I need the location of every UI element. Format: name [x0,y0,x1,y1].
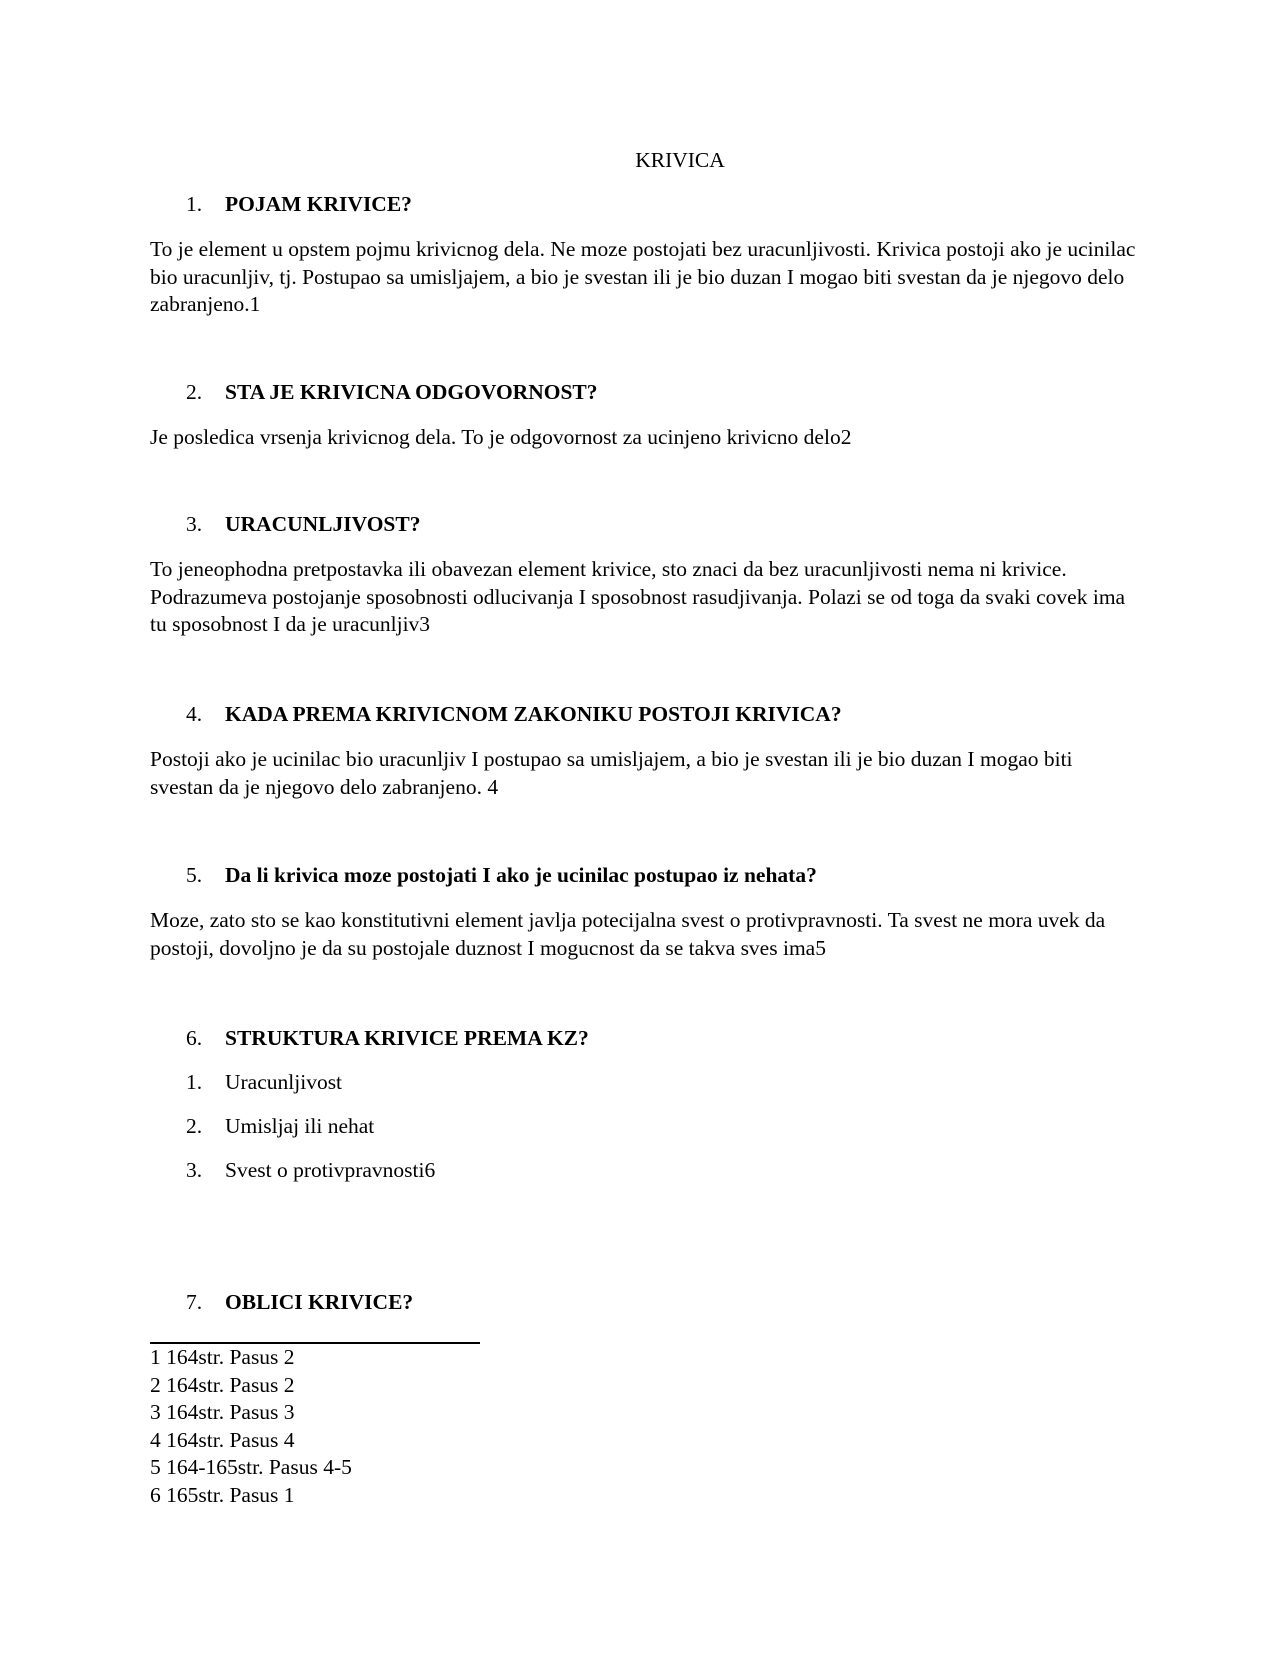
list-item [186,1070,342,1095]
footnote: 5 164-165str. Pasus 4-5 [150,1455,352,1480]
question-heading-5 [186,863,817,888]
page-title [0,148,1280,173]
answer-3: To jeneophodna pretpostavka ili obavezan element krivice, sto znaci da bez uracunljivosti nema ni krivice. Podrazumeva postojanje sposobnosti odlucivanja I sposobnost rasudjivanja. Polazi se od toga da svaki covek ima tu sposobnost I da je uracunljiv3 [150,557,1126,636]
footnote: 6 165str. Pasus 1 [150,1482,295,1507]
question-number: 3. [186,512,203,536]
question-title: URACUNLJIVOST? [225,512,421,536]
question-heading-3 [186,512,420,537]
question-number: 1. [186,192,203,216]
footnote: 3 164str. Pasus 3 [150,1400,295,1425]
list-item-text: Umisljaj ili nehat [225,1114,375,1138]
list-item [186,1158,435,1183]
list-item-number: 2. [186,1114,203,1138]
question-title: Da li krivica moze postojati I ako je ucinilac postupao iz nehata? [225,863,817,887]
question-number: 5. [186,863,203,887]
list-item-text: Svest o protivpravnosti6 [225,1158,436,1182]
footnote: 4 164str. Pasus 4 [150,1427,295,1452]
question-heading-1 [186,192,412,217]
footnotes [150,1344,352,1510]
question-number: 7. [186,1290,203,1314]
list-item-number: 3. [186,1158,203,1182]
question-title: POJAM KRIVICE? [225,192,412,216]
question-heading-7 [186,1290,413,1315]
answer-4: Postoji ako je ucinilac bio uracunljiv I postupao sa umisljajem, a bio je svestan ili je bio duzan I mogao biti svestan da je njegovo delo zabranjeno. 4 [150,747,1073,799]
list-item-number: 1. [186,1070,203,1094]
answer-5: Moze, zato sto se kao konstitutivni element javlja potecijalna svest o protivpravnosti. Ta svest ne mora uvek da postoji, dovoljno je da su postojale duznost I mogucnost da se takva sves ima5 [150,908,1106,960]
page-title-text: KRIVICA [635,148,725,172]
question-title: STA JE KRIVICNA ODGOVORNOST? [225,380,598,404]
question-title: KADA PREMA KRIVICNOM ZAKONIKU POSTOJI KRIVICA? [225,702,842,726]
question-heading-6 [186,1026,589,1051]
question-title: OBLICI KRIVICE? [225,1290,414,1314]
footnote: 1 164str. Pasus 2 [150,1345,295,1369]
list-item-text: Uracunljivost [225,1070,343,1094]
question-heading-2 [186,380,598,405]
question-title: STRUKTURA KRIVICE PREMA KZ? [225,1026,589,1050]
footnote: 2 164str. Pasus 2 [150,1372,295,1397]
answer-1: To je element u opstem pojmu krivicnog dela. Ne moze postojati bez uracunljivosti. Krivica postoji ako je ucinilac bio uracunljiv, tj. Postupao sa umisljajem, a bio je svestan ili je bio duzan I mogao biti svestan da je njegovo delo zabranjeno.1 [150,237,1136,316]
question-number: 6. [186,1026,203,1050]
question-number: 2. [186,380,203,404]
answer-2: Je posledica vrsenja krivicnog dela. To je odgovornost za ucinjeno krivicno delo2 [150,425,852,449]
question-number: 4. [186,702,203,726]
list-item [186,1114,374,1139]
question-heading-4 [186,702,842,727]
